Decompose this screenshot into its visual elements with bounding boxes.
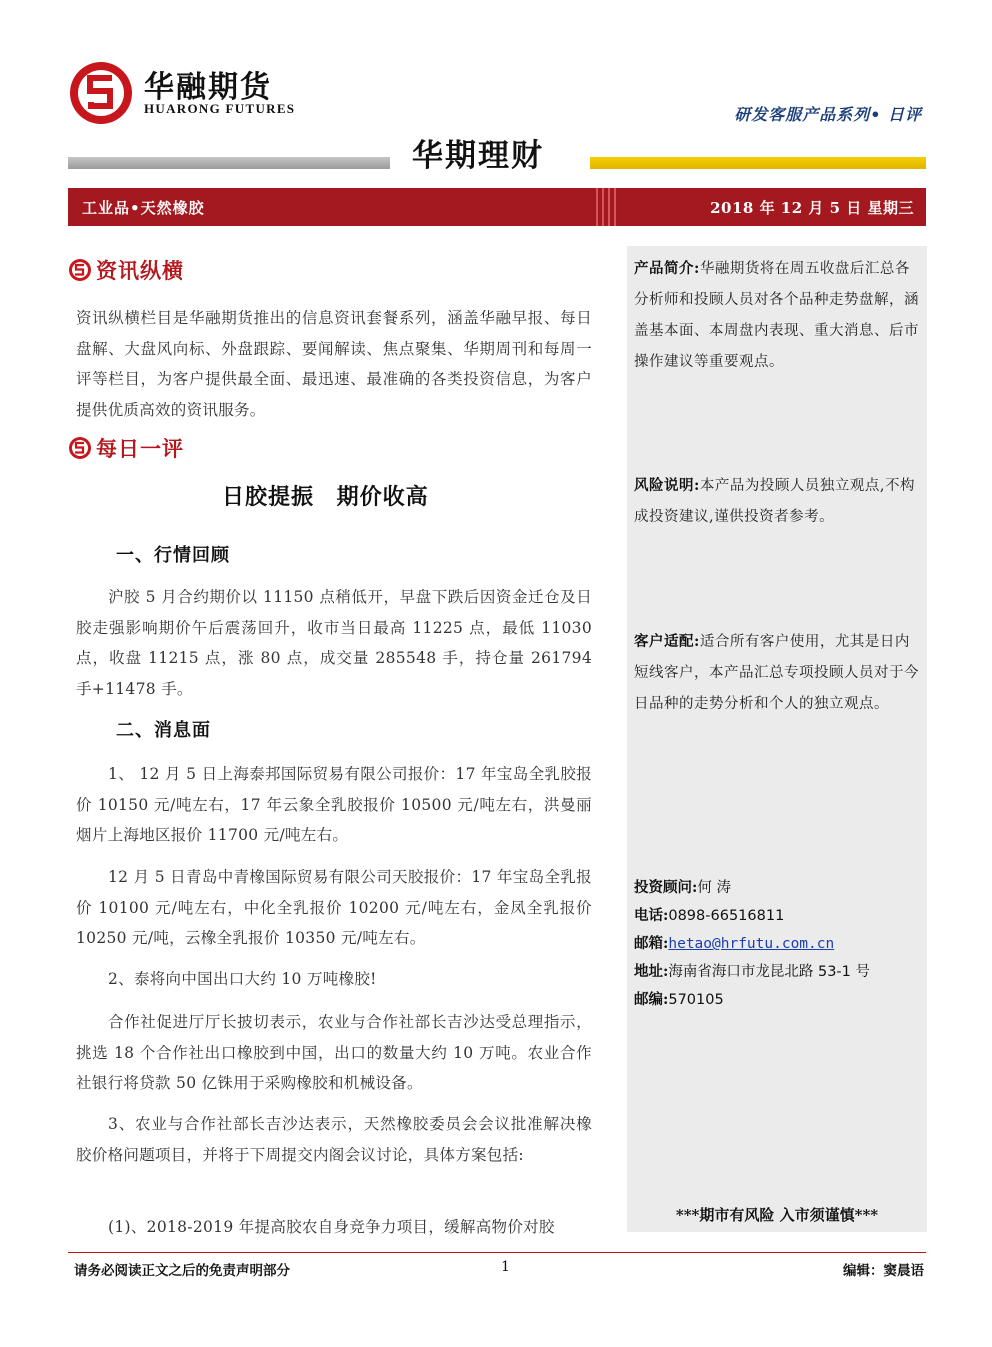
address-value: 海南省海口市龙昆北路 53-1 号 (668, 964, 870, 980)
category-label: 工业品•天然橡胶 (82, 199, 205, 217)
section-logo-icon (68, 436, 92, 460)
risk-note-label: 风险说明: (634, 477, 700, 494)
series-label: 研发客服产品系列• 日评 (734, 105, 922, 124)
band-stripe (614, 188, 616, 226)
news-paragraph-5: 3、农业与合作社部长吉沙达表示，天然橡胶委员会会议批准解决橡胶价格问题项目，并将于下周提交内阁会议讨论，具体方案包括: (76, 1115, 592, 1164)
product-intro-text: 华融期货将在周五收盘后汇总各分析师和投顾人员对各个品种走势盘解，涵盖基本面、本周盘内表现、重大消息、后市操作建议等重要观点。 (634, 261, 919, 370)
product-intro (634, 253, 922, 378)
client-fit (634, 626, 922, 720)
section-heading-news (68, 255, 184, 285)
category-band (68, 188, 926, 226)
section-title-daily: 每日一评 (96, 436, 184, 461)
report-date: 2018 年 12 月 5 日 星期三 (710, 199, 914, 217)
news-paragraph-6: (1)、2018-2019 年提高胶农自身竞争力项目，缓解高物价对胶 (108, 1218, 555, 1236)
email-label: 邮箱: (634, 935, 669, 952)
header-gold-rule (590, 157, 926, 169)
product-intro-label: 产品简介: (634, 260, 700, 277)
phone-label: 电话: (634, 907, 669, 924)
brand-name-cn: 华融期货 (144, 70, 272, 105)
risk-note (634, 470, 922, 533)
section-title-news: 资讯纵横 (96, 258, 184, 283)
sidebar (627, 246, 927, 1232)
band-stripe (596, 188, 598, 226)
phone-value: 0898-66516811 (668, 908, 785, 924)
section-logo-icon (68, 258, 92, 282)
footer-editor: 编辑：窦晨语 (843, 1263, 924, 1279)
client-fit-label: 客户适配: (634, 633, 700, 650)
email-link[interactable]: hetao@hrfutu.com.cn (668, 936, 835, 952)
news-paragraph-3: 2、泰将向中国出口大约 10 万吨橡胶! (108, 970, 377, 988)
market-review-paragraph: 沪胶 5 月合约期价以 11150 点稍低开，早盘下跌后因资金迁仓及日胶走强影响期价午后震荡回升，收市当日最高 11225 点，最低 11030点，收盘 11215 点，涨 80 点，成交量 285548 手，持仓量 261794 手+11478 手。 (76, 588, 592, 698)
address-label: 地址: (634, 963, 669, 980)
subheading-news: 二、消息面 (116, 720, 211, 741)
risk-slogan: ***期市有风险 入市须谨慎*** (675, 1206, 879, 1224)
advisor-label: 投资顾问: (634, 879, 698, 896)
page-number: 1 (501, 1259, 510, 1275)
news-paragraph-1: 1、 12 月 5 日上海泰邦国际贸易有限公司报价：17 年宝岛全乳胶报价 10150 元/吨左右，17 年云象全乳胶报价 10500 元/吨左右，洪曼丽烟片上海地区报价 11700 元/吨左右。 (76, 765, 592, 844)
brand-name-en: HUARONG FUTURES (144, 101, 296, 116)
article-headline: 日胶提振 期价收高 (222, 485, 429, 510)
postcode-value: 570105 (668, 992, 724, 1008)
advisor-name: 何 涛 (697, 880, 731, 896)
subheading-market-review: 一、行情回顾 (116, 545, 230, 566)
footer-rule (68, 1252, 926, 1253)
section-heading-daily (68, 433, 184, 463)
page-title: 华期理财 (412, 138, 544, 174)
news-intro-paragraph: 资讯纵横栏目是华融期货推出的信息资讯套餐系列，涵盖华融早报、每日盘解、大盘风向标、外盘跟踪、要闻解读、焦点聚集、华期周刊和每周一评等栏目，为客户提供最全面、最迅速、最准确的各类投资信息，为客户提供优质高效的资讯服务。 (76, 309, 592, 419)
huarong-logo-icon (68, 60, 134, 126)
band-stripe (608, 188, 610, 226)
client-fit-text: 适合所有客户使用，尤其是日内短线客户，本产品汇总专项投顾人员对于今日品种的走势分析和个人的独立观点。 (634, 634, 919, 712)
news-paragraph-4: 合作社促进厅厅长披切表示，农业与合作社部长吉沙达受总理指示，挑选 18 个合作社出口橡胶到中国，出口的数量大约 10 万吨。农业合作社银行将贷款 50 亿铢用于采购橡胶和机械设备。 (76, 1013, 592, 1092)
header-grey-rule (68, 157, 390, 169)
footer-disclaimer: 请务必阅读正文之后的免责声明部分 (74, 1263, 290, 1279)
news-paragraph-2: 12 月 5 日青岛中青橡国际贸易有限公司天胶报价：17 年宝岛全乳报价 10100 元/吨左右，中化全乳报价 10200 元/吨左右，金凤全乳报价 10250 元/吨，云橡全乳报价 10350 元/吨左右。 (76, 868, 592, 947)
risk-note-text: 本产品为投顾人员独立观点,不构成投资建议,谨供投资者参考。 (634, 478, 915, 525)
band-stripe (602, 188, 604, 226)
postcode-label: 邮编: (634, 991, 669, 1008)
contact-info (634, 874, 870, 1014)
